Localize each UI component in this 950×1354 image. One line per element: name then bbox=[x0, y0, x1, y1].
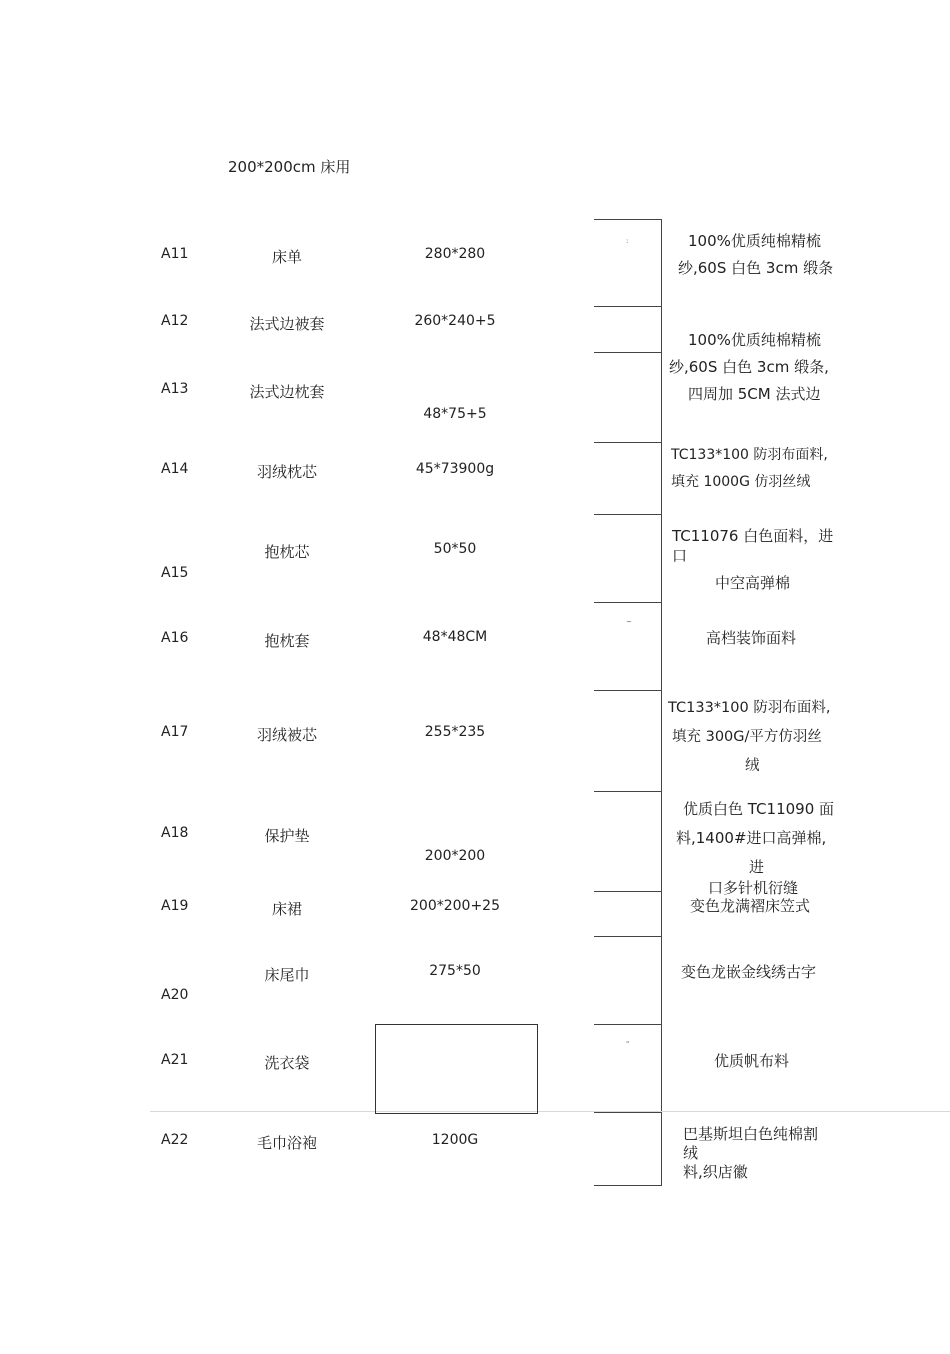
desc-line: 四周加 5CM 法式边 bbox=[688, 385, 821, 403]
item-desc bbox=[683, 1125, 818, 1182]
desc-line: 高档装饰面料 bbox=[706, 629, 797, 647]
desc-line: 料,织店徽 bbox=[683, 1163, 748, 1181]
row-divider bbox=[594, 219, 661, 220]
desc-line: 纱,60S 白色 3cm 缎条, bbox=[669, 358, 829, 376]
item-desc bbox=[669, 327, 829, 408]
item-code: A19 bbox=[161, 898, 189, 914]
item-name: 保护垫 bbox=[264, 827, 310, 845]
row-divider bbox=[594, 602, 661, 603]
page-divider bbox=[150, 1111, 950, 1112]
item-size: 200*200+25 bbox=[410, 898, 500, 914]
item-size: 260*240+5 bbox=[414, 313, 496, 329]
item-size: 45*73900g bbox=[415, 461, 495, 477]
desc-line: 填充 1000G 仿羽丝绒 bbox=[671, 474, 811, 490]
desc-line: 100%优质纯棉精梳 bbox=[688, 331, 821, 349]
item-name: 洗衣袋 bbox=[264, 1054, 310, 1072]
desc-line: TC11076 白色面料，进 bbox=[672, 527, 834, 545]
item-code: A18 bbox=[161, 825, 189, 841]
desc-line: 料,1400#进口高弹棉, bbox=[676, 829, 827, 847]
item-name: 法式边枕套 bbox=[249, 383, 325, 401]
desc-line: 口 bbox=[672, 547, 688, 565]
item-code: A16 bbox=[161, 630, 189, 646]
item-code: A15 bbox=[161, 565, 189, 581]
item-desc bbox=[714, 1048, 789, 1075]
desc-line: 变色龙满褶床笠式 bbox=[690, 897, 811, 915]
item-code: A22 bbox=[161, 1132, 189, 1148]
desc-line: 优质白色 TC11090 面 bbox=[683, 800, 835, 818]
desc-line: 巴基斯坦白色纯棉割 bbox=[683, 1125, 819, 1143]
item-name: 毛巾浴袍 bbox=[256, 1134, 317, 1152]
row-divider bbox=[594, 352, 661, 353]
scan-mark: : bbox=[626, 237, 629, 245]
item-desc bbox=[668, 694, 830, 781]
item-desc bbox=[676, 795, 834, 903]
row-divider bbox=[594, 1112, 661, 1113]
item-desc bbox=[672, 526, 833, 593]
desc-line: 绒 bbox=[745, 758, 760, 774]
item-size: 200*200 bbox=[424, 848, 486, 864]
item-name: 床尾巾 bbox=[264, 966, 310, 984]
row-divider bbox=[594, 306, 661, 307]
desc-line: TC133*100 防羽布面料, bbox=[668, 700, 831, 716]
row-divider bbox=[594, 690, 661, 691]
row-divider bbox=[594, 891, 661, 892]
item-name: 抱枕芯 bbox=[264, 543, 310, 561]
item-desc bbox=[706, 625, 796, 652]
desc-line: 填充 300G/平方仿羽丝 bbox=[672, 729, 822, 745]
item-desc bbox=[690, 893, 810, 920]
section-heading: 200*200cm 床用 bbox=[228, 158, 351, 176]
item-size: 48*48CM bbox=[422, 629, 488, 645]
item-code: A13 bbox=[161, 381, 189, 397]
row-divider bbox=[594, 514, 661, 515]
item-size: 48*75+5 bbox=[423, 406, 487, 422]
item-code: A12 bbox=[161, 313, 189, 329]
empty-size-cell bbox=[375, 1024, 538, 1114]
item-size: 255*235 bbox=[424, 724, 486, 740]
item-name: 床裙 bbox=[271, 900, 302, 918]
item-code: A11 bbox=[161, 246, 189, 262]
desc-line: 纱,60S 白色 3cm 缎条 bbox=[678, 259, 834, 277]
table-right-border bbox=[661, 219, 662, 1186]
item-size: 50*50 bbox=[433, 541, 477, 557]
desc-line: 中空高弹棉 bbox=[715, 574, 791, 592]
item-code: A17 bbox=[161, 724, 189, 740]
desc-line: 口多针机衍缝 bbox=[708, 879, 799, 897]
item-name: 羽绒枕芯 bbox=[256, 463, 317, 481]
item-desc bbox=[678, 228, 833, 282]
item-size: 1200G bbox=[431, 1132, 479, 1148]
desc-line: 进 bbox=[749, 858, 765, 876]
item-name: 床单 bbox=[271, 248, 302, 266]
desc-line: 绒 bbox=[683, 1144, 699, 1162]
item-code: A14 bbox=[161, 461, 189, 477]
row-divider bbox=[594, 1185, 661, 1186]
desc-line: TC133*100 防羽布面料, bbox=[671, 447, 828, 463]
item-code: A21 bbox=[161, 1052, 189, 1068]
desc-line: 100%优质纯棉精梳 bbox=[688, 232, 821, 250]
desc-line: 优质帆布料 bbox=[714, 1052, 790, 1070]
row-divider bbox=[594, 791, 661, 792]
row-divider bbox=[594, 1024, 661, 1025]
item-size: 280*280 bbox=[424, 246, 486, 262]
item-name: 抱枕套 bbox=[264, 632, 310, 650]
item-code: A20 bbox=[161, 987, 189, 1003]
item-size: 275*50 bbox=[429, 963, 481, 979]
scan-mark: " bbox=[626, 1040, 630, 1048]
item-desc bbox=[681, 959, 816, 986]
item-name: 法式边被套 bbox=[249, 315, 325, 333]
desc-line: 变色龙嵌金线绣古字 bbox=[681, 963, 817, 981]
row-divider bbox=[594, 442, 661, 443]
item-desc bbox=[671, 442, 828, 496]
item-name: 羽绒被芯 bbox=[256, 726, 317, 744]
row-divider bbox=[594, 936, 661, 937]
scan-mark: ~ bbox=[626, 618, 632, 626]
